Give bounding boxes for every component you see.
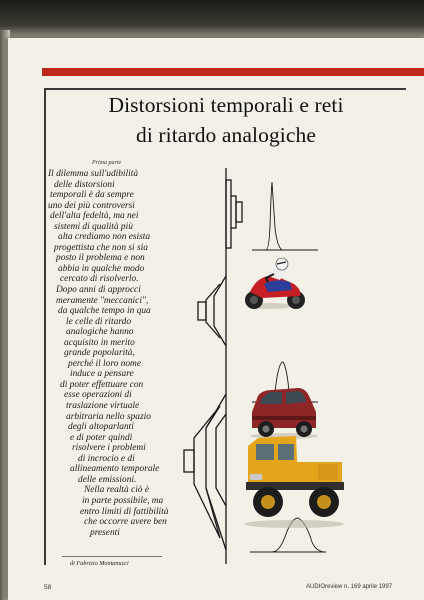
- body-line: e di poter quindi: [70, 432, 133, 443]
- kicker: Prima parte: [92, 160, 122, 166]
- body-line: analogiche hanno: [66, 327, 134, 338]
- body-line: perché il loro nome: [68, 358, 141, 369]
- illustration: [176, 166, 376, 566]
- impulse-response-tweeter: [252, 182, 318, 250]
- body-line: alta crediamo non esista: [58, 232, 151, 243]
- truck-image: [244, 436, 344, 528]
- body-line: risolvere i problemi: [72, 443, 146, 454]
- body-line: entro limiti di fattibilità: [80, 506, 169, 517]
- body-line: di poter effettuare con: [60, 379, 144, 390]
- body-line: delle distorsioni: [54, 179, 115, 190]
- body-line: esse operazioni di: [64, 390, 132, 401]
- body-line: delle emissioni.: [78, 474, 137, 485]
- body-line: temporali è da sempre: [50, 190, 134, 201]
- body-line: Il dilemma sull'udibilità: [48, 169, 139, 179]
- body-line: in parte possibile, ma: [82, 495, 164, 506]
- body-line: arbitraria nello spazio: [66, 411, 151, 422]
- body-line: Dopo anni di approcci: [56, 285, 141, 296]
- body-line: abbia in qualche modo: [58, 263, 145, 274]
- body-line: da qualche tempo in qua: [58, 306, 151, 317]
- body-line: induce a pensare: [70, 369, 134, 380]
- midrange-speaker-icon: [198, 276, 226, 346]
- body-line: grande popolarità,: [64, 348, 135, 359]
- page-number: 58: [44, 584, 52, 591]
- tweeter-icon: [226, 180, 242, 248]
- motorbike-image: [245, 258, 305, 309]
- body-line: posto il problema e non: [56, 253, 145, 264]
- body-line: dell'alta fedeltà, ma nei: [50, 211, 139, 222]
- byline: di Fabrizio Montanucci: [70, 560, 129, 567]
- body-line: acquisito in merito: [64, 337, 135, 348]
- woofer-icon: [184, 394, 226, 550]
- suv-image: [250, 388, 318, 439]
- body-line: traslazione virtuale: [66, 401, 140, 412]
- body-line: sistemi di qualità più: [54, 221, 133, 232]
- body-line: progettista che non si sia: [54, 242, 148, 253]
- body-line: le celle di ritardo: [66, 316, 132, 327]
- body-line: meramente "meccanici",: [56, 295, 149, 306]
- body-line: presenti: [90, 527, 120, 538]
- magazine-issue: AUDIOreview n. 169 aprile 1997: [306, 584, 393, 590]
- body-line: uno dei più controversi: [48, 200, 135, 211]
- body-line: degli altoparlanti: [68, 422, 134, 433]
- title-line-1: Distorsioni temporali e reti: [108, 93, 344, 117]
- article-title: [48, 90, 404, 150]
- body-line: di incrocio e di: [78, 453, 135, 464]
- body-line: allineamento temporale: [70, 464, 160, 475]
- title-line-2: di ritardo analogiche: [136, 123, 316, 147]
- body-line: cercato di risolverlo.: [60, 274, 139, 285]
- red-header-bar: [42, 68, 424, 76]
- body-line: Nella realtà ciò è: [84, 485, 150, 496]
- body-line: che occorre avere ben: [84, 517, 167, 528]
- byline-rule: [62, 556, 162, 557]
